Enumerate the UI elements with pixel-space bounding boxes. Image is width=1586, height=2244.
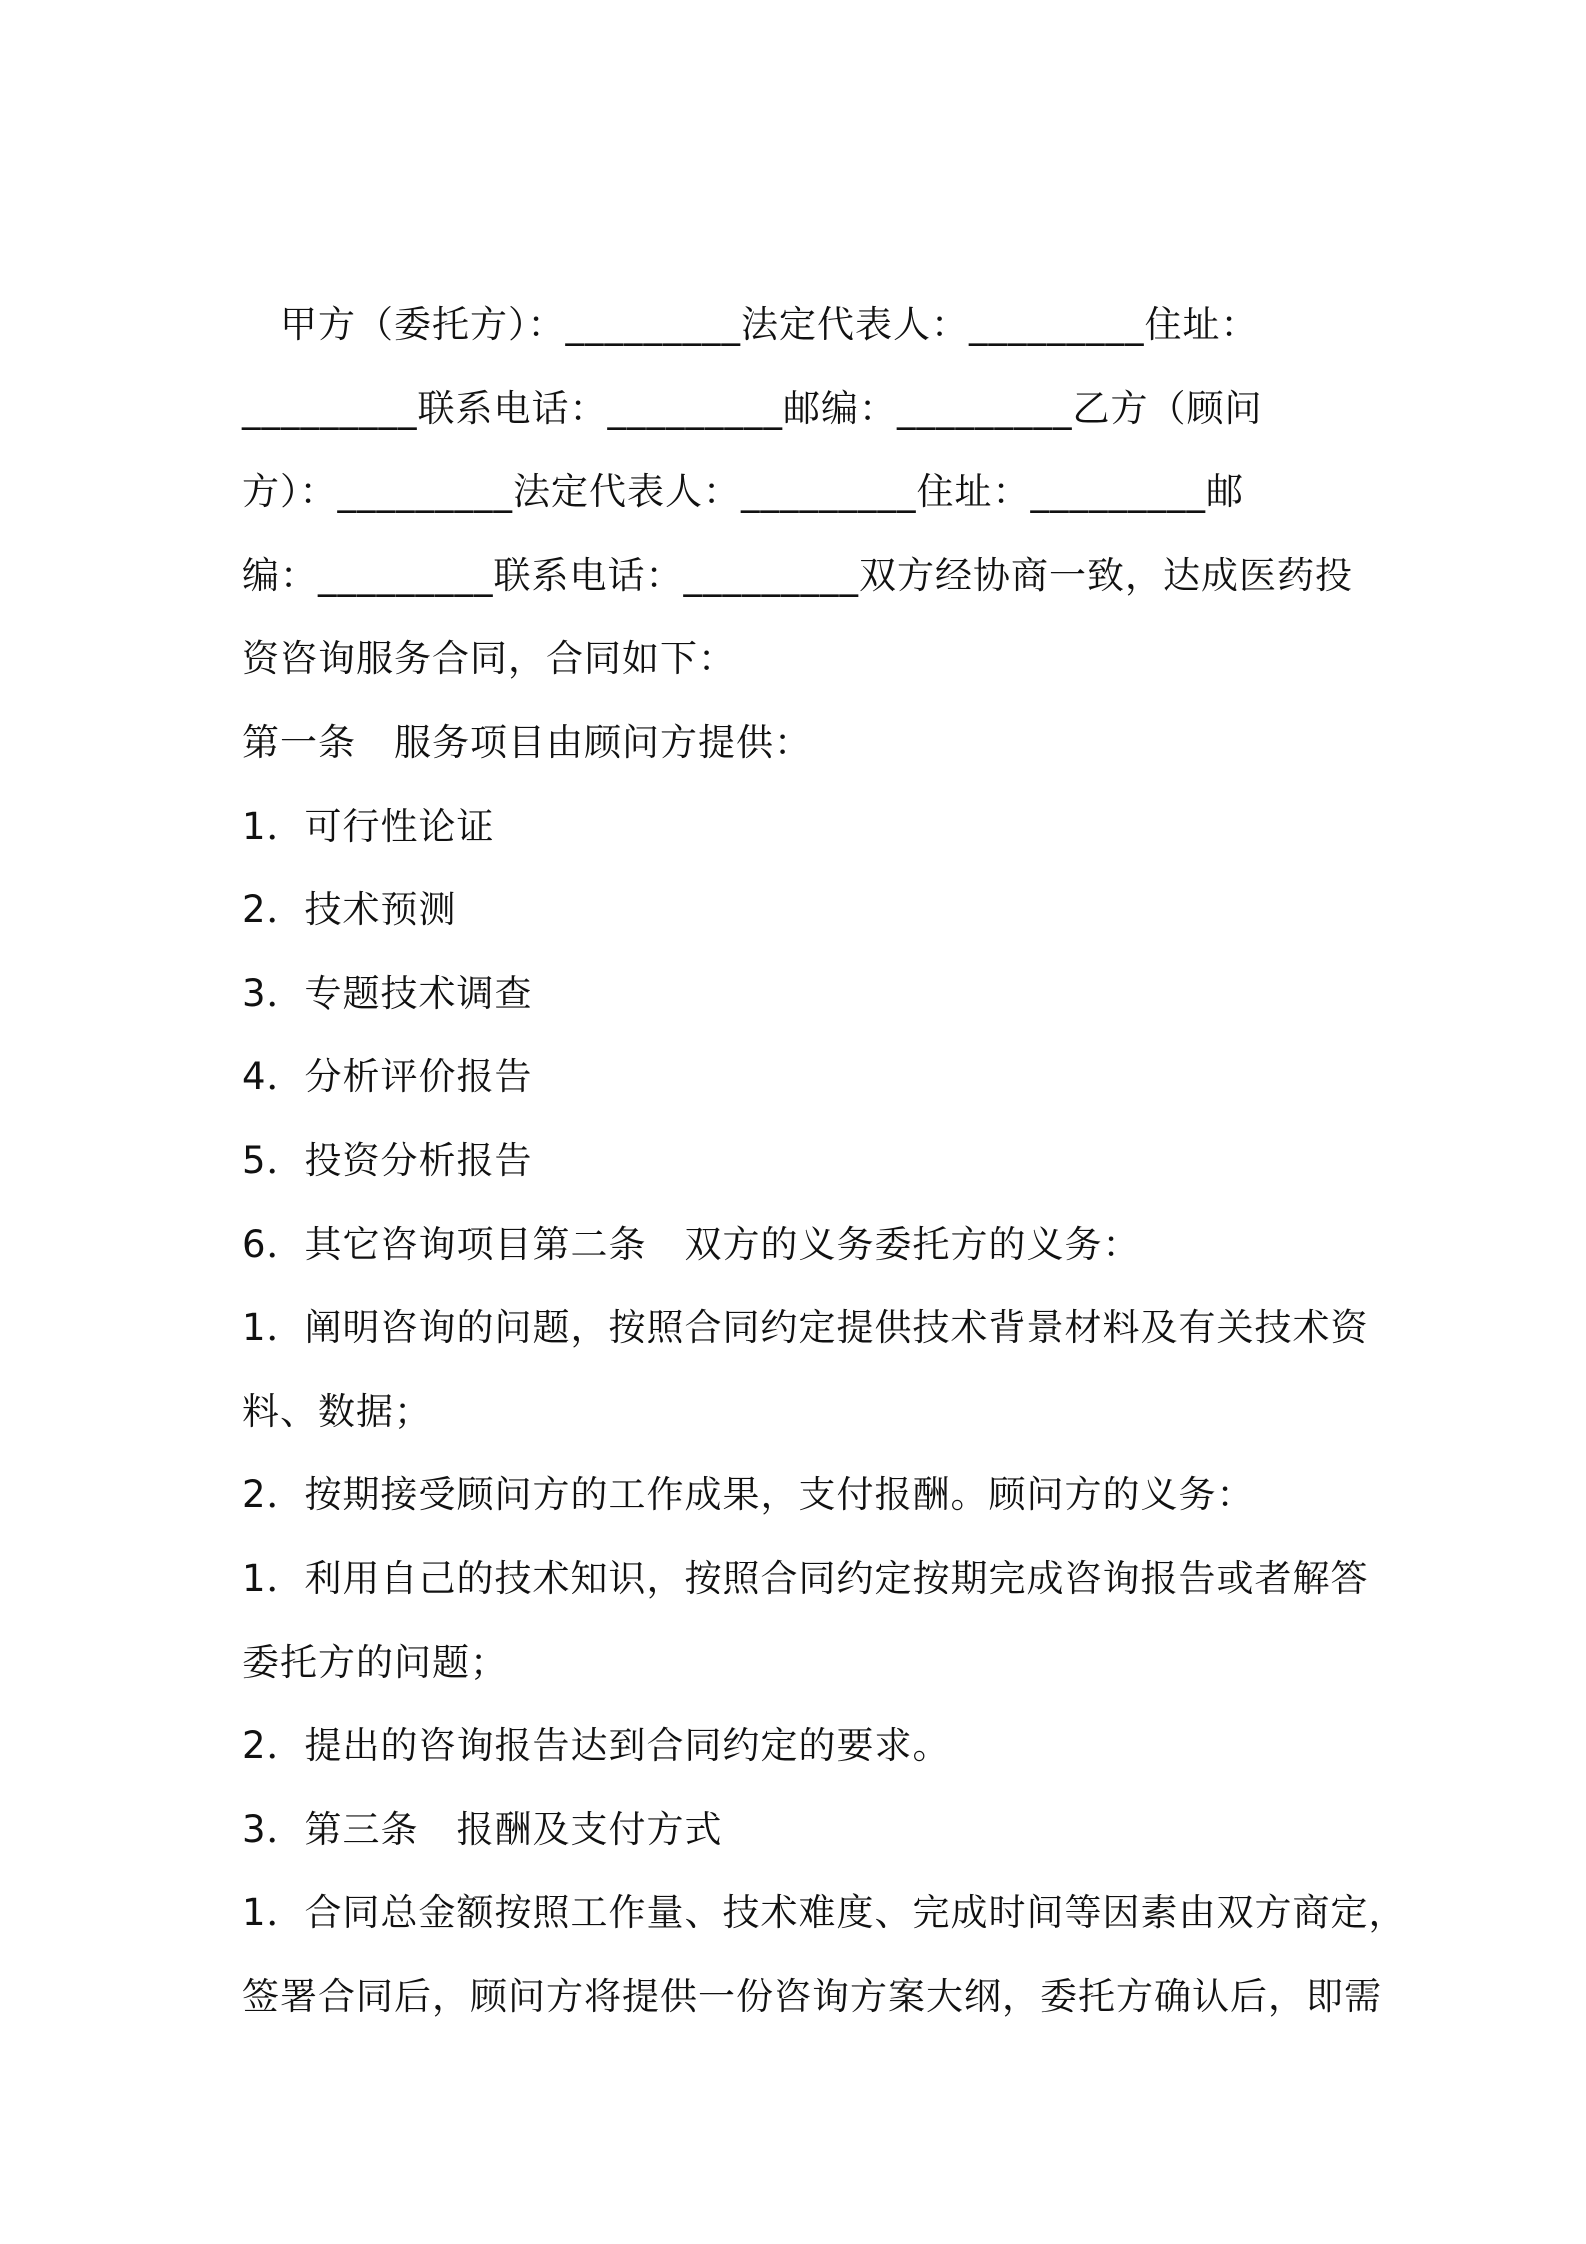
agreement-continued-line: 资咨询服务合同，合同如下： <box>242 637 736 681</box>
payment-clause-1-continued: 签署合同后，顾问方将提供一份咨询方案大纲，委托方确认后，即需 <box>242 1974 1382 2018</box>
service-item-1: 1．可行性论证 <box>242 804 495 848</box>
service-item-2: 2．技术预测 <box>242 888 457 932</box>
party-a-line: 甲方（委托方）：_________法定代表人：_________住址： <box>242 303 1259 346</box>
article-three-heading: 3．第三条 报酬及支付方式 <box>242 1807 723 1851</box>
consultant-obligation-2: 2．提出的咨询报告达到合同约定的要求。 <box>242 1724 951 1768</box>
contact-line: _________联系电话：_________邮编：_________乙方（顾问 <box>242 386 1263 430</box>
client-obligation-1: 1．阐明咨询的问题，按照合同约定提供技术背景材料及有关技术资 <box>242 1306 1369 1350</box>
service-item-3: 3．专题技术调查 <box>242 971 533 1015</box>
contract-body <box>242 283 1407 2038</box>
party-b-line: 方）：_________法定代表人：_________住址：_________邮 <box>242 470 1244 514</box>
service-item-4: 4．分析评价报告 <box>242 1055 533 1099</box>
client-obligation-1-continued: 料、数据； <box>242 1389 432 1433</box>
consultant-obligation-1-continued: 委托方的问题； <box>242 1640 508 1684</box>
client-obligation-2: 2．按期接受顾问方的工作成果，支付报酬。顾问方的义务： <box>242 1473 1255 1517</box>
article-one-heading: 第一条 服务项目由顾问方提供： <box>242 720 812 764</box>
payment-clause-1: 1．合同总金额按照工作量、技术难度、完成时间等因素由双方商定， <box>242 1891 1407 1935</box>
service-item-6-and-article-two: 6．其它咨询项目第二条 双方的义务委托方的义务： <box>242 1222 1141 1266</box>
consultant-obligation-1: 1．利用自己的技术知识，按照合同约定按期完成咨询报告或者解答 <box>242 1556 1369 1600</box>
service-item-5: 5．投资分析报告 <box>242 1138 533 1182</box>
agreement-line: 编：_________联系电话：_________双方经协商一致，达成医药投 <box>242 553 1353 597</box>
